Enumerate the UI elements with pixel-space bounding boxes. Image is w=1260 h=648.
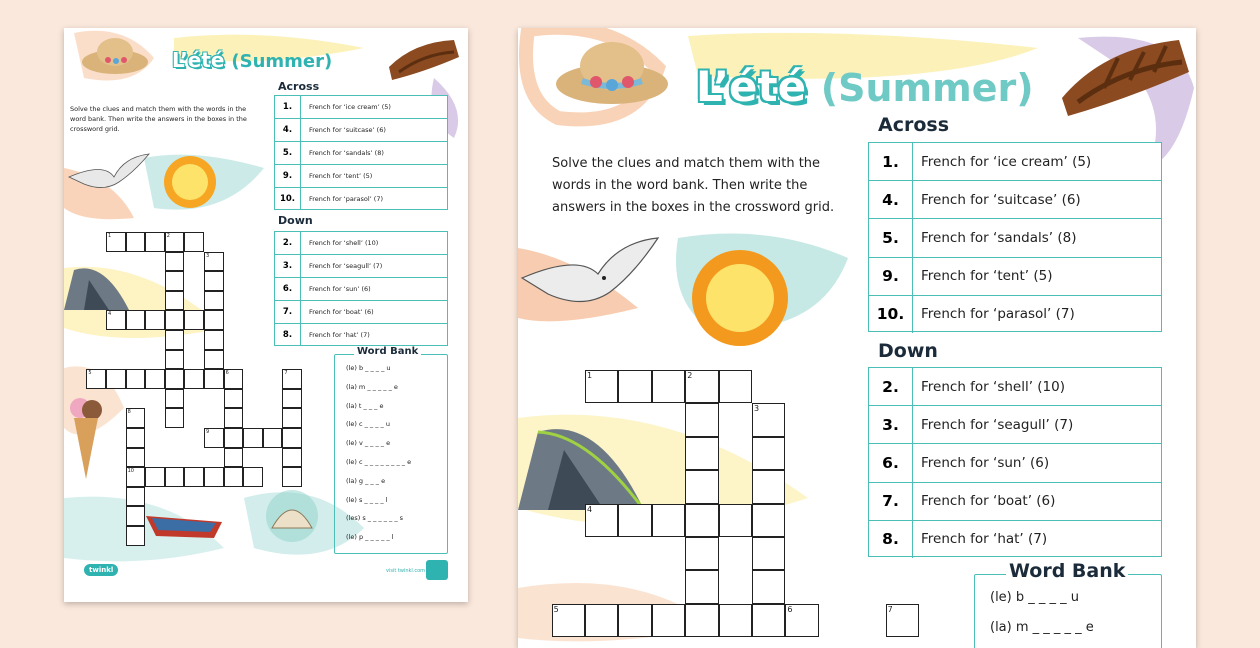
crossword-cell[interactable] (165, 310, 185, 330)
worksheet-page[interactable] (518, 28, 1196, 648)
crossword-cell[interactable] (685, 604, 718, 637)
crossword-cell[interactable] (685, 504, 718, 537)
word-bank-heading: Word Bank (354, 346, 421, 357)
badge-icon (426, 560, 448, 580)
clue-number: 9. (869, 258, 913, 295)
sun-image (688, 246, 792, 350)
word-bank-item: (la) m _ _ _ _ _ e (346, 382, 398, 391)
clue-number: 7. (869, 483, 913, 520)
crossword-cell[interactable] (752, 504, 785, 537)
clue-text: French for ‘seagull’ (7) (309, 262, 383, 270)
cell-number: 7 (284, 370, 288, 377)
across-clue-row (869, 181, 1161, 219)
word-bank-item: (le) p _ _ _ _ _ l (346, 533, 394, 542)
cell-number: 2 (687, 371, 693, 380)
crossword-cell[interactable] (282, 408, 302, 428)
clue-number: 6. (275, 278, 301, 300)
crossword-cell[interactable] (243, 467, 263, 487)
down-clue-row (275, 232, 447, 255)
crossword-cell[interactable] (752, 537, 785, 570)
clue-text: French for ‘tent’ (5) (309, 172, 373, 180)
clue-number: 7. (275, 301, 301, 323)
cell-number: 9 (206, 429, 210, 435)
crossword-cell[interactable] (165, 252, 185, 272)
crossword-cell[interactable] (224, 389, 244, 409)
crossword-cell[interactable] (685, 403, 718, 436)
crossword-cell[interactable] (165, 467, 185, 487)
word-bank-box (974, 574, 1162, 648)
crossword-cell[interactable] (126, 232, 146, 252)
crossword-cell[interactable] (685, 470, 718, 503)
crossword-cell[interactable] (282, 389, 302, 409)
worksheet-thumbnail[interactable] (64, 28, 468, 602)
cell-number: 10 (127, 468, 134, 475)
down-clues-table (274, 231, 448, 346)
crossword-cell[interactable] (282, 428, 302, 448)
crossword-cell[interactable] (165, 389, 185, 409)
crossword-cell[interactable] (752, 437, 785, 470)
word-bank-item: (le) s _ _ _ _ l (346, 495, 388, 504)
straw-hat-image (80, 34, 150, 76)
crossword-cell[interactable] (165, 330, 185, 350)
across-clues-table (274, 95, 448, 210)
sandals-image (384, 32, 464, 82)
crossword-cell[interactable] (585, 604, 618, 637)
clue-number: 10. (869, 296, 913, 333)
crossword-cell[interactable] (224, 408, 244, 428)
crossword-cell[interactable] (685, 570, 718, 603)
crossword-cell[interactable] (282, 467, 302, 487)
clue-text: French for ‘hat’ (7) (309, 331, 370, 339)
clue-text: French for ‘sandals’ (8) (309, 149, 384, 157)
footer-url: visit twinkl.com (386, 568, 426, 574)
cell-number: 6 (787, 604, 793, 614)
crossword-cell[interactable] (618, 370, 651, 403)
cell-number: 8 (127, 409, 131, 416)
crossword-cell[interactable] (204, 271, 224, 291)
clue-number: 3. (275, 255, 301, 277)
across-clue-row (869, 143, 1161, 181)
crossword-cell[interactable] (126, 526, 146, 546)
page-title: L’été (Summer) (696, 62, 1034, 111)
crossword-cell[interactable] (126, 428, 146, 448)
clue-text: French for ‘sandals’ (8) (921, 229, 1077, 246)
down-clue-row (275, 278, 447, 301)
crossword-cell[interactable] (752, 570, 785, 603)
down-clue-row (869, 483, 1161, 521)
cell-number: 5 (88, 370, 92, 377)
crossword-cell[interactable] (165, 350, 185, 370)
seagull-image (64, 152, 154, 202)
clue-text: French for ‘sun’ (6) (921, 454, 1050, 471)
word-bank-item: (le) c _ _ _ _ _ _ _ _ e (346, 458, 412, 466)
word-bank-item: (le) v _ _ _ _ e (346, 439, 391, 448)
clue-number: 4. (275, 119, 301, 141)
crossword-cell[interactable] (145, 232, 165, 252)
crossword-cell[interactable] (204, 310, 224, 330)
down-clue-row (869, 444, 1161, 482)
crossword-cell[interactable] (752, 470, 785, 503)
crossword-cell[interactable] (719, 604, 752, 637)
crossword-cell[interactable] (652, 604, 685, 637)
cell-number: 2 (166, 233, 170, 239)
clue-number: 8. (275, 324, 301, 346)
clue-number: 1. (869, 143, 913, 180)
clue-text: French for ‘shell’ (10) (309, 239, 379, 247)
cell-number: 3 (206, 252, 210, 259)
clue-text: French for ‘boat’ (6) (309, 308, 374, 316)
crossword-cell[interactable] (126, 310, 146, 330)
word-bank-heading: Word Bank (1006, 560, 1128, 582)
crossword-cell[interactable] (685, 437, 718, 470)
cell-number: 4 (587, 504, 593, 514)
word-bank-item: (la) m _ _ _ _ _ e (990, 620, 1094, 635)
across-clues-table (868, 142, 1162, 332)
across-clue-row (275, 119, 447, 142)
clue-number: 5. (275, 142, 301, 164)
clue-text: French for ‘suitcase’ (6) (921, 191, 1081, 208)
crossword-cell[interactable] (618, 504, 651, 537)
crossword-cell[interactable] (204, 291, 224, 311)
boat-image (144, 504, 224, 544)
cell-number: 1 (587, 371, 593, 380)
crossword-cell[interactable] (652, 504, 685, 537)
word-bank-item: (le) b _ _ _ _ u (990, 590, 1080, 605)
down-heading: Down (878, 340, 938, 362)
cell-number: 1 (108, 233, 112, 239)
crossword-cell[interactable] (282, 448, 302, 468)
down-clue-row (275, 255, 447, 278)
clue-number: 2. (869, 368, 913, 405)
instructions-line: words in the word bank. Then write the (552, 178, 808, 193)
cell-number: 4 (108, 311, 112, 318)
instructions: Solve the clues and match them with the words in the word bank. Then write the answers in the boxes in the crossword grid. (70, 105, 247, 134)
seagull-image (518, 234, 668, 324)
clue-number: 2. (275, 232, 301, 254)
across-clue-row (275, 165, 447, 188)
instructions-line: Solve the clues and match them with the (552, 156, 821, 171)
crossword-cell[interactable] (145, 467, 165, 487)
across-clue-row (869, 219, 1161, 257)
crossword-cell[interactable] (165, 291, 185, 311)
clue-number: 3. (869, 406, 913, 443)
word-bank-item: (la) g _ _ _ e (346, 476, 386, 485)
twinkl-logo: twinkl (84, 564, 118, 576)
crossword-cell[interactable] (145, 369, 165, 389)
crossword-cell[interactable] (204, 350, 224, 370)
crossword-cell[interactable] (126, 448, 146, 468)
crossword-cell[interactable] (652, 370, 685, 403)
ice-cream-image (66, 394, 106, 484)
clue-text: French for ‘sun’ (6) (309, 285, 371, 293)
page-title: L’été (Summer) (172, 48, 333, 72)
straw-hat-image (552, 36, 672, 108)
across-heading: Across (878, 114, 950, 136)
crossword-cell[interactable] (752, 604, 785, 637)
across-clue-row (275, 96, 447, 119)
clue-number: 8. (869, 521, 913, 558)
clue-text: French for ‘suitcase’ (6) (309, 126, 386, 134)
sandals-image (1054, 28, 1196, 120)
word-bank-item: (le) c _ _ _ _ u (346, 420, 390, 429)
crossword-cell[interactable] (719, 504, 752, 537)
clue-text: French for ‘parasol’ (7) (921, 306, 1075, 323)
crossword-cell[interactable] (184, 232, 204, 252)
clue-text: French for ‘seagull’ (7) (921, 416, 1074, 433)
crossword-cell[interactable] (165, 369, 185, 389)
cell-number: 7 (887, 604, 893, 614)
shell-image (260, 488, 324, 544)
down-clues-table (868, 367, 1162, 557)
clue-number: 6. (869, 444, 913, 481)
clue-text: French for ‘hat’ (7) (921, 531, 1048, 548)
clue-number: 5. (869, 219, 913, 256)
down-clue-row (869, 368, 1161, 406)
crossword-cell[interactable] (685, 537, 718, 570)
crossword-cell[interactable] (263, 428, 283, 448)
crossword-cell[interactable] (184, 369, 204, 389)
across-clue-row (275, 142, 447, 165)
crossword-cell[interactable] (224, 428, 244, 448)
cell-number: 3 (754, 404, 760, 414)
crossword-cell[interactable] (126, 506, 146, 526)
crossword-cell[interactable] (165, 271, 185, 291)
crossword-cell[interactable] (204, 330, 224, 350)
crossword-cell[interactable] (618, 604, 651, 637)
crossword-cell[interactable] (126, 487, 146, 507)
crossword-cell[interactable] (719, 370, 752, 403)
clue-number: 4. (869, 181, 913, 218)
cell-number: 5 (553, 604, 559, 614)
across-clue-row (869, 258, 1161, 296)
across-clue-row (275, 188, 447, 210)
crossword-cell[interactable] (204, 369, 224, 389)
clue-text: French for ‘shell’ (10) (921, 378, 1066, 395)
clue-number: 10. (275, 188, 301, 210)
crossword-cell[interactable] (184, 310, 204, 330)
clue-text: French for ‘boat’ (6) (921, 493, 1056, 510)
crossword-cell[interactable] (184, 467, 204, 487)
word-bank-item: (le) b _ _ _ _ u (346, 364, 391, 372)
cell-number: 6 (225, 370, 229, 377)
crossword-cell[interactable] (224, 467, 244, 487)
down-clue-row (869, 406, 1161, 444)
down-heading: Down (278, 214, 313, 227)
crossword-cell[interactable] (204, 467, 224, 487)
word-bank-item: (les) s _ _ _ _ _ _ s (346, 514, 404, 523)
across-heading: Across (278, 80, 320, 93)
crossword-cell[interactable] (224, 448, 244, 468)
word-bank-item: (la) t _ _ _ e (346, 401, 384, 410)
sun-image (160, 152, 220, 212)
crossword-cell[interactable] (145, 310, 165, 330)
crossword-cell[interactable] (106, 369, 126, 389)
clue-text: French for ‘ice cream’ (5) (309, 103, 391, 111)
crossword-cell[interactable] (243, 428, 263, 448)
clue-text: French for ‘parasol’ (7) (309, 195, 384, 203)
down-clue-row (275, 301, 447, 324)
instructions-line: answers in the boxes in the crossword grid. (552, 200, 835, 215)
down-clue-row (275, 324, 447, 346)
down-clue-row (869, 521, 1161, 558)
clue-text: French for ‘tent’ (5) (921, 268, 1053, 285)
clue-number: 1. (275, 96, 301, 118)
across-clue-row (869, 296, 1161, 333)
clue-text: French for ‘ice cream’ (5) (921, 153, 1092, 170)
crossword-cell[interactable] (126, 369, 146, 389)
clue-number: 9. (275, 165, 301, 187)
crossword-cell[interactable] (165, 408, 185, 428)
